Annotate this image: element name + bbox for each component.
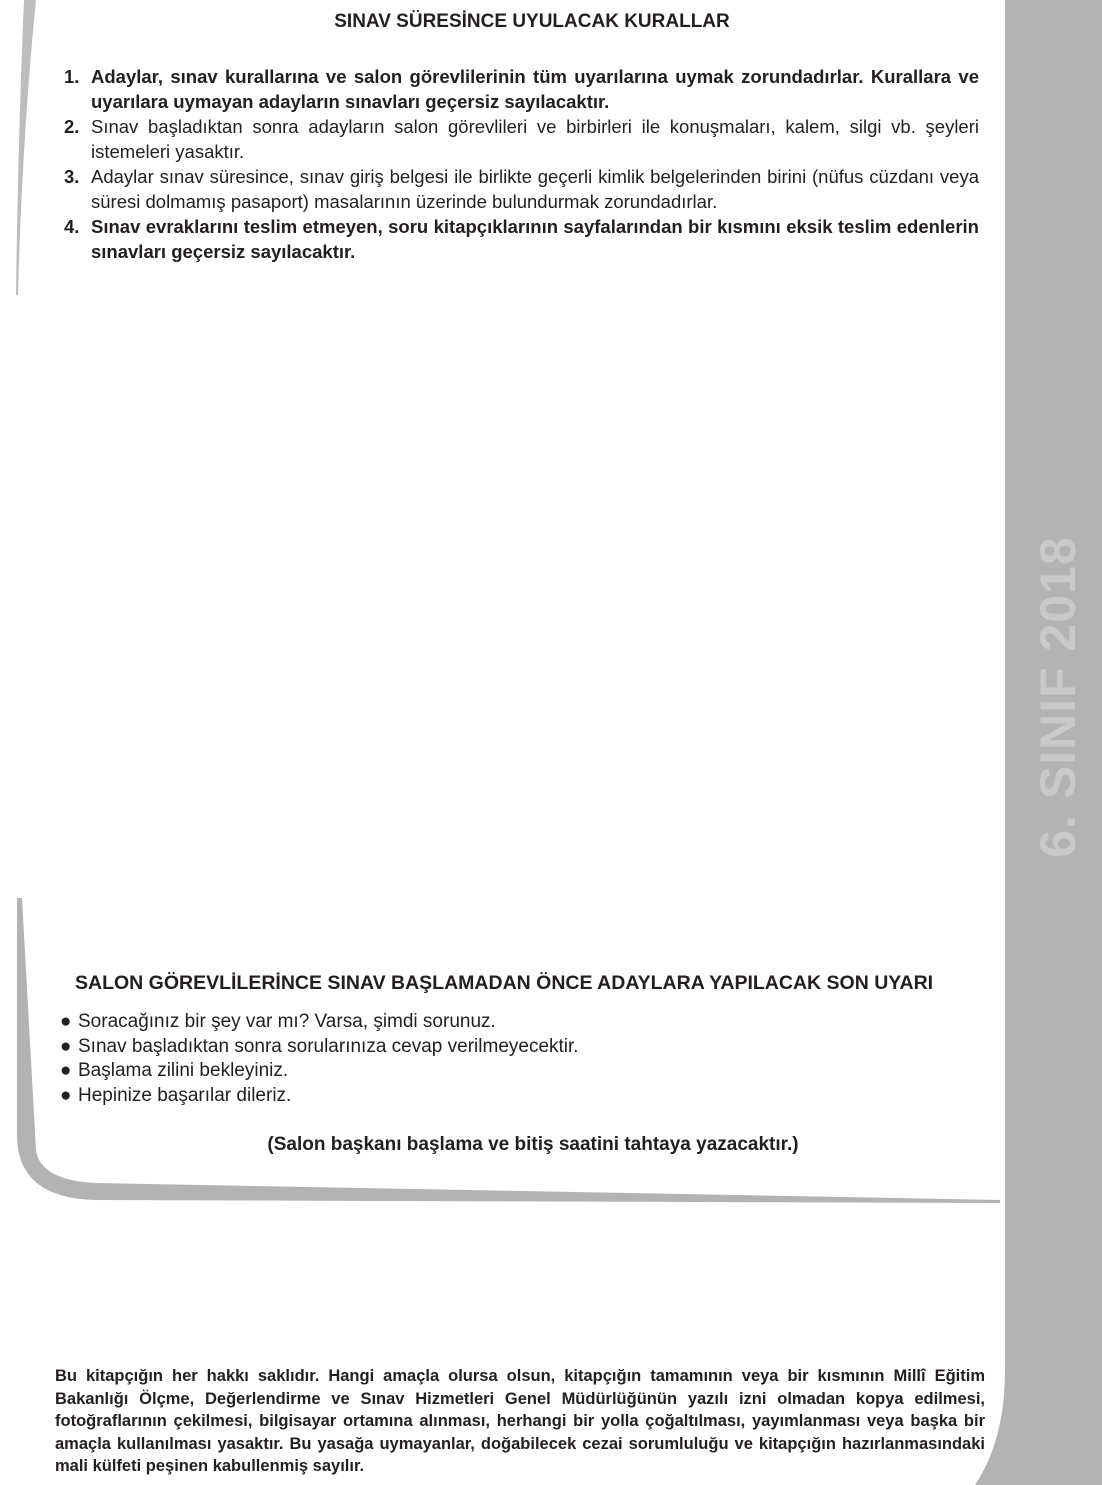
bullet-icon: ● <box>60 1084 72 1106</box>
warning-item <box>60 1059 579 1084</box>
bullet-icon: ● <box>60 1011 72 1032</box>
rule-text: Sınav evraklarını teslim etmeyen, soru kitapçıklarının sayfalarından bir kısmını eksik teslim edenlerin sınavları geçersiz sayılacaktır. <box>91 216 979 262</box>
rule-text: Adaylar, sınav kurallarına ve salon görevlilerinin tüm uyarılarına uymak zorundadırlar. Kurallara ve uyarılara uymayan adayların sınavları geçersiz sayılacaktır. <box>91 66 979 112</box>
rule-number: 1. <box>64 66 80 87</box>
warning-text: Başlama zilini bekleyiniz. <box>78 1060 289 1082</box>
final-warning-title: SALON GÖREVLİLERİNCE SINAV BAŞLAMADAN ÖNCE ADAYLARA YAPILACAK SON UYARI <box>75 972 934 994</box>
rule-item <box>64 114 979 164</box>
warning-item <box>60 1035 579 1060</box>
rule-number: 2. <box>64 116 80 137</box>
bullet-icon: ● <box>60 1060 72 1082</box>
rule-number: 3. <box>64 166 80 187</box>
hall-chief-note: (Salon başkanı başlama ve bitiş saatini tahtaya yazacaktır.) <box>267 1134 799 1155</box>
warning-item <box>60 1010 579 1035</box>
grade-year-label: 6. SINIF 2018 <box>1030 536 1086 858</box>
warning-text: Sınav başladıktan sonra sorularınıza cevap verilmeyecektir. <box>78 1035 579 1057</box>
rule-text: Sınav başladıktan sonra adayların salon görevlileri ve birbirleri ile konuşmaları, kalem, silgi vb. şeyleri istemeleri yasaktır. <box>91 116 979 162</box>
rule-number: 4. <box>64 216 80 237</box>
bullet-icon: ● <box>60 1035 72 1057</box>
rule-item <box>64 64 979 114</box>
warning-list <box>60 1010 579 1108</box>
left-edge-top <box>16 0 36 295</box>
rules-list <box>64 64 979 264</box>
rule-item <box>64 164 979 214</box>
warning-item <box>60 1084 579 1109</box>
rules-title: SINAV SÜRESİNCE UYULACAK KURALLAR <box>334 11 730 32</box>
copyright-notice: Bu kitapçığın her hakkı saklıdır. Hangi amaçla olursa olsun, kitapçığın tamamının veya bir kısmının Millî Eğitim Bakanlığı Ölçme, Değerlendirme ve Sınav Hizmetleri Genel Müdürlüğünün yazılı izni olmadan kopya edilmesi, fotoğraflarının çekilmesi, bilgisayar ortamına alınması, herhangi bir yolla çoğaltılması, yayımlanması veya başka bir amaçla kullanılması yasaktır. Bu yasağa uymayanlar, doğabilecek cezai sorumluluğu ve kitapçığın hazırlanmasındaki mali külfeti peşinen kabullenmiş sayılır. <box>55 1367 985 1476</box>
warning-text: Hepinize başarılar dileriz. <box>78 1084 292 1106</box>
warning-text: Soracağınız bir şey var mı? Varsa, şimdi sorunuz. <box>78 1011 496 1032</box>
rule-text: Adaylar sınav süresince, sınav giriş belgesi ile birlikte geçerli kimlik belgelerinden birini (nüfus cüzdanı veya süresi dolmamış pasaport) masalarının üzerinde bulundurmak zorundadırlar. <box>91 166 979 212</box>
rule-item <box>64 214 979 264</box>
